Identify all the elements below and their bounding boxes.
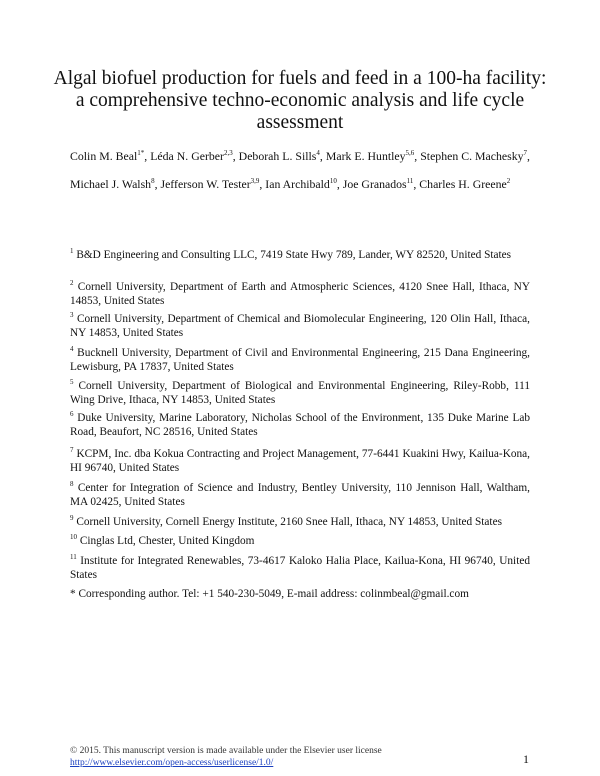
affiliation-8: $^8$ Center for Integration of Science and Industry, Bentley University, 110 Jennison Hall, Waltham, MA 02425, United States bbox=[70, 480, 530, 508]
affiliation-1: $^1$ B&D Engineering and Consulting LLC, 7419 State Hwy 789, Lander, WY 82520, United States bbox=[70, 247, 512, 261]
affiliation-2: $^2$ Cornell University, Department of Earth and Atmospheric Sciences, 4120 Snee Hall, Ithaca, NY 14853, United States bbox=[70, 279, 530, 307]
author: Mark E. Huntley$^{5,6}$, bbox=[325, 149, 421, 163]
corresponding-author: * Corresponding author. Tel: +1 540-230-5049, E-mail address: colinmbeal@gmail.com bbox=[70, 588, 469, 600]
affiliation-5: $^5$ Cornell University, Department of Biological and Environmental Engineering, Riley-Robb, 111 Wing Drive, Ithaca, NY 14853, United States bbox=[70, 378, 531, 406]
affiliation-7: $^7$ KCPM, Inc. dba Kokua Contracting and Project Management, 77-6441 Kuakini Hwy, Kailua-Kona, HI 96740, United States bbox=[70, 446, 530, 474]
license-text: © 2015. This manuscript version is made available under the Elsevier user license bbox=[70, 746, 382, 756]
author: Stephen C. Machesky$^7$, bbox=[420, 149, 530, 163]
license-link[interactable]: http://www.elsevier.com/open-access/userlicense/1.0/ bbox=[70, 758, 274, 768]
license-footer bbox=[70, 745, 382, 769]
affiliation-10: $^{10}$ Cinglas Ltd, Chester, United Kingdom bbox=[70, 533, 255, 547]
author: Léda N. Gerber$^{2,3}$, bbox=[150, 149, 239, 163]
author: Colin M. Beal$^{1*}$, bbox=[70, 149, 151, 163]
author: Ian Archibald$^{10}$, bbox=[265, 177, 343, 191]
affiliation-11: $^{11}$ Institute for Integrated Renewables, 73-4617 Kaloko Halia Place, Kailua-Kona, HI 96740, United States bbox=[70, 553, 530, 581]
author-email: colinmbeal@gmail.com bbox=[360, 588, 469, 600]
page-number: 1 bbox=[523, 752, 529, 766]
author: Jefferson W. Tester$^{3,9}$, bbox=[160, 177, 266, 191]
paper-title: Algal biofuel production for fuels and feed in a 100-ha facility: a comprehensive techno-economic analysis and life cycle assessment bbox=[53, 68, 547, 133]
author: Joe Granados$^{11}$, bbox=[342, 177, 420, 191]
author: Charles H. Greene$^2$ bbox=[419, 177, 511, 191]
affiliation-3: $^3$ Cornell University, Department of Chemical and Biomolecular Engineering, 120 Olin Hall, Ithaca, NY 14853, United States bbox=[70, 311, 530, 339]
affiliation-9: $^9$ Cornell University, Cornell Energy Institute, 2160 Snee Hall, Ithaca, NY 14853, United States bbox=[70, 514, 502, 528]
affiliation-4: $^4$ Bucknell University, Department of Civil and Environmental Engineering, 215 Dana Engineering, Lewisburg, PA 17837, United States bbox=[70, 345, 530, 373]
author: Michael J. Walsh$^8$, bbox=[70, 177, 161, 191]
affiliation-6: $^6$ Duke University, Marine Laboratory, Nicholas School of the Environment, 135 Duke Marine Lab Road, Beaufort, NC 28516, United States bbox=[70, 410, 531, 438]
author: Deborah L. Sills$^4$, bbox=[238, 149, 326, 163]
author-list bbox=[70, 142, 530, 198]
